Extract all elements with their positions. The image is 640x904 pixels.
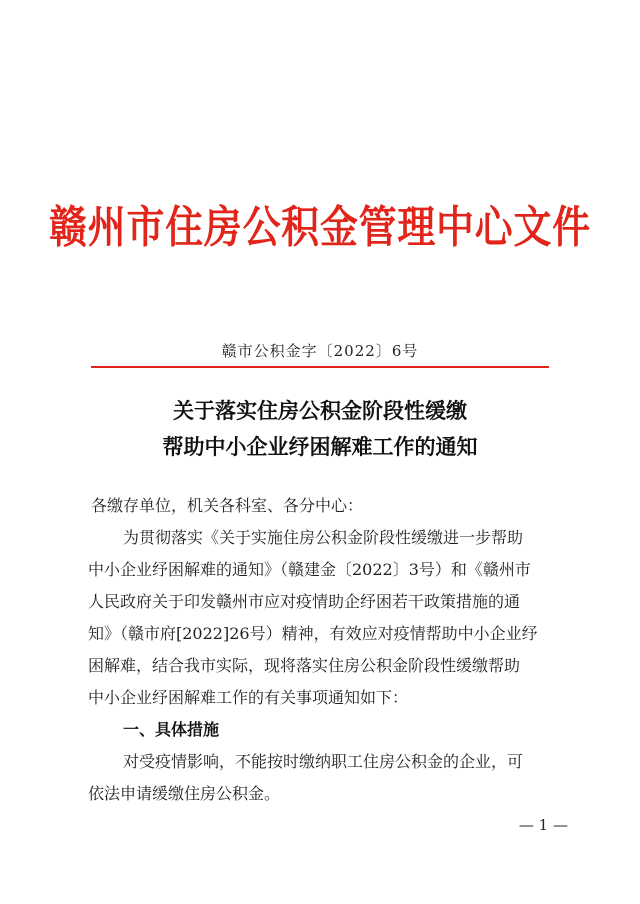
paragraph-1-line-4: 知》（赣市府[2022]26号）精神，有效应对疫情帮助中小企业纾 (88, 624, 538, 643)
section-1-heading: 一、具体措施 (123, 720, 220, 739)
paragraph-1-line-5: 困解难，结合我市实际，现将落实住房公积金阶段性缓缴帮助 (88, 656, 521, 675)
page-number: — 1 — (518, 816, 568, 834)
paragraph-2-line-2: 依法申请缓缴住房公积金。 (88, 784, 281, 803)
paragraph-1-line-1: 为贯彻落实《关于实施住房公积金阶段性缓缴进一步帮助 (123, 528, 524, 547)
paragraph-1-line-2: 中小企业纾困解难的通知》（赣建金〔2022〕3号）和《赣州市 (88, 560, 531, 579)
salutation: 各缴存单位，机关各科室、各分中心： (91, 496, 364, 515)
notice-title-line-1: 关于落实住房公积金阶段性缓缴 (173, 398, 467, 423)
notice-title-line-2: 帮助中小企业纾困解难工作的通知 (162, 434, 478, 459)
paragraph-1-line-3: 人民政府关于印发赣州市应对疫情助企纾困若干政策措施的通 (88, 592, 521, 611)
org-header-title: 赣州市住房公积金管理中心文件 (49, 202, 591, 253)
document-number: 赣市公积金字〔2022〕6号 (221, 342, 419, 360)
red-divider-line (91, 366, 549, 368)
paragraph-2-line-1: 对受疫情影响，不能按时缴纳职工住房公积金的企业，可 (123, 752, 524, 771)
paragraph-1-line-6: 中小企业纾困解难工作的有关事项通知如下： (88, 688, 409, 707)
